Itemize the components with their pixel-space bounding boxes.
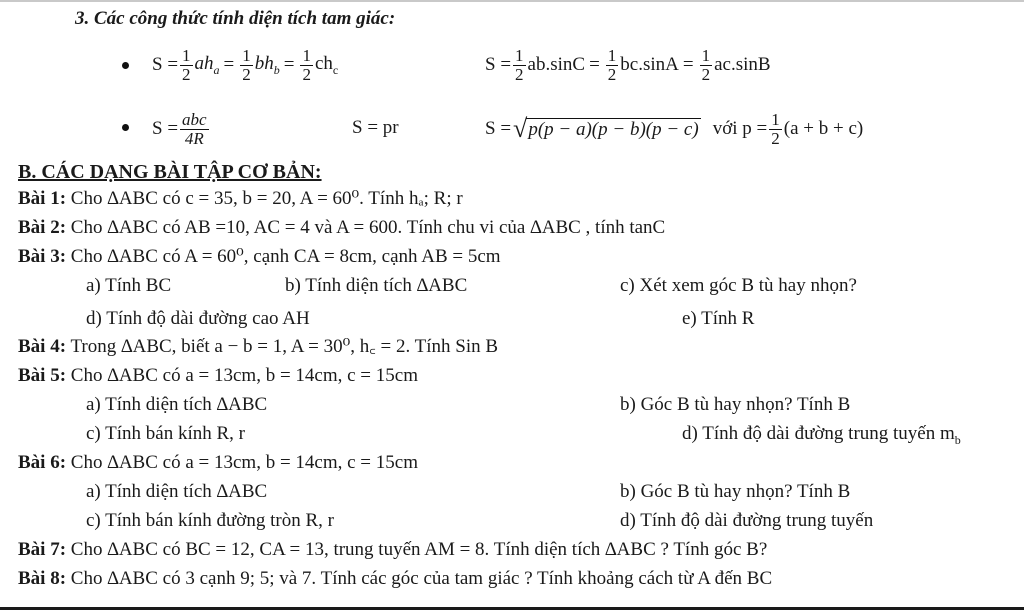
formula-area-inradius: S = pr: [352, 117, 399, 138]
term-ah: $ah_a$: [194, 52, 220, 77]
exercise-8: Bài 8: Cho ∆ABC có 3 cạnh 9; 5; và 7. Tính các góc của tam giác ? Tính khoảng cách từ A đến BC: [18, 568, 773, 589]
exercise-4: Bài 4: Trong ∆ABC, biết a − b = 1, A = 30⁰, h꜀ = 2. Tính Sin B: [18, 336, 499, 357]
term-bc-sina: bc.sinA: [620, 54, 679, 75]
sum-abc: (a + b + c): [783, 118, 864, 139]
section-b-heading: B. CÁC DẠNG BÀI TẬP CƠ BẢN:: [18, 161, 322, 183]
equals: =: [682, 54, 694, 75]
square-root: [513, 116, 701, 142]
ex3-part-e: e) Tính R: [682, 308, 755, 329]
term-ac-sinb: ac.sinB: [714, 54, 771, 75]
ex5-part-a: a) Tính diện tích ∆ABC: [86, 394, 268, 415]
formula-area-heights: [152, 40, 338, 90]
ex3-part-a: a) Tính BC: [86, 275, 172, 296]
s-equals: S =: [485, 118, 512, 139]
bullet-2: [122, 124, 129, 131]
ex6-part-b: b) Góc B tù hay nhọn? Tính B: [620, 481, 851, 502]
exercise-6: Bài 6: Cho ∆ABC có a = 13cm, b = 14cm, c = 15cm: [18, 452, 418, 473]
fraction-half: $\frac{1}{2}$: [242, 45, 251, 84]
term-ch: $ch_c$: [314, 52, 339, 77]
ex6-part-c: c) Tính bán kính đường tròn R, r: [86, 510, 334, 531]
bullet-1: [122, 62, 129, 69]
term-bh: $bh_b$: [254, 52, 280, 77]
fraction-half: $\frac{1}{2}$: [302, 45, 311, 84]
ex5-part-b: b) Góc B tù hay nhọn? Tính B: [620, 394, 851, 415]
ex6-part-d: d) Tính độ dài đường trung tuyến: [620, 510, 874, 531]
exercise-3: Bài 3: Cho ∆ABC có A = 60⁰, cạnh CA = 8cm, cạnh AB = 5cm: [18, 246, 501, 267]
ex6-part-a: a) Tính diện tích ∆ABC: [86, 481, 268, 502]
ex3-part-b: b) Tính diện tích ∆ABC: [285, 275, 468, 296]
fraction-half: $\frac{1}{2}$: [182, 45, 191, 84]
formula-area-circumradius: [152, 104, 211, 154]
fraction-half: $\frac{1}{2}$: [771, 109, 780, 148]
with-p: với p =: [712, 118, 768, 139]
s-equals: S =: [152, 54, 179, 75]
equals: =: [589, 54, 600, 75]
s-equals: S =: [152, 118, 179, 139]
s-equals: S =: [485, 54, 512, 75]
equals: =: [223, 54, 235, 75]
fraction-half: $\frac{1}{2}$: [701, 45, 711, 84]
exercise-7: Bài 7: Cho ∆ABC có BC = 12, CA = 13, trung tuyến AM = 8. Tính diện tích ∆ABC ? Tính góc B?: [18, 539, 768, 560]
top-border: [0, 0, 1024, 2]
ex3-part-c: c) Xét xem góc B tù hay nhọn?: [620, 275, 857, 296]
equals: =: [283, 54, 295, 75]
fraction-abc-4r: $\frac{\text{abc}}{4R}$: [182, 109, 207, 148]
ex5-part-c: c) Tính bán kính R, r: [86, 423, 246, 444]
heading-3: 3. Các công thức tính diện tích tam giác:: [75, 8, 396, 29]
fraction-half: $\frac{1}{2}$: [607, 45, 617, 84]
term-ab-sinc: ab.sinC: [527, 54, 586, 75]
exercise-1: Bài 1: Cho ∆ABC có c = 35, b = 20, A = 60⁰. Tính hₐ; R; r: [18, 188, 463, 209]
exercise-2: Bài 2: Cho ∆ABC có AB =10, AC = 4 và A = 600. Tính chu vi của ∆ABC , tính tanC: [18, 217, 666, 238]
formula-heron: [485, 104, 863, 154]
exercise-5: Bài 5: Cho ∆ABC có a = 13cm, b = 14cm, c = 15cm: [18, 365, 418, 386]
formula-area-sine: [485, 40, 771, 90]
ex3-part-d: d) Tính độ dài đường cao AH: [86, 308, 310, 329]
fraction-half: $\frac{1}{2}$: [515, 45, 524, 84]
ex5-part-d: d) Tính độ dài đường trung tuyến $m_b$: [682, 423, 961, 447]
radical-sign: √: [513, 114, 528, 143]
radicand: p(p − a)(p − b)(p − c): [528, 119, 699, 140]
